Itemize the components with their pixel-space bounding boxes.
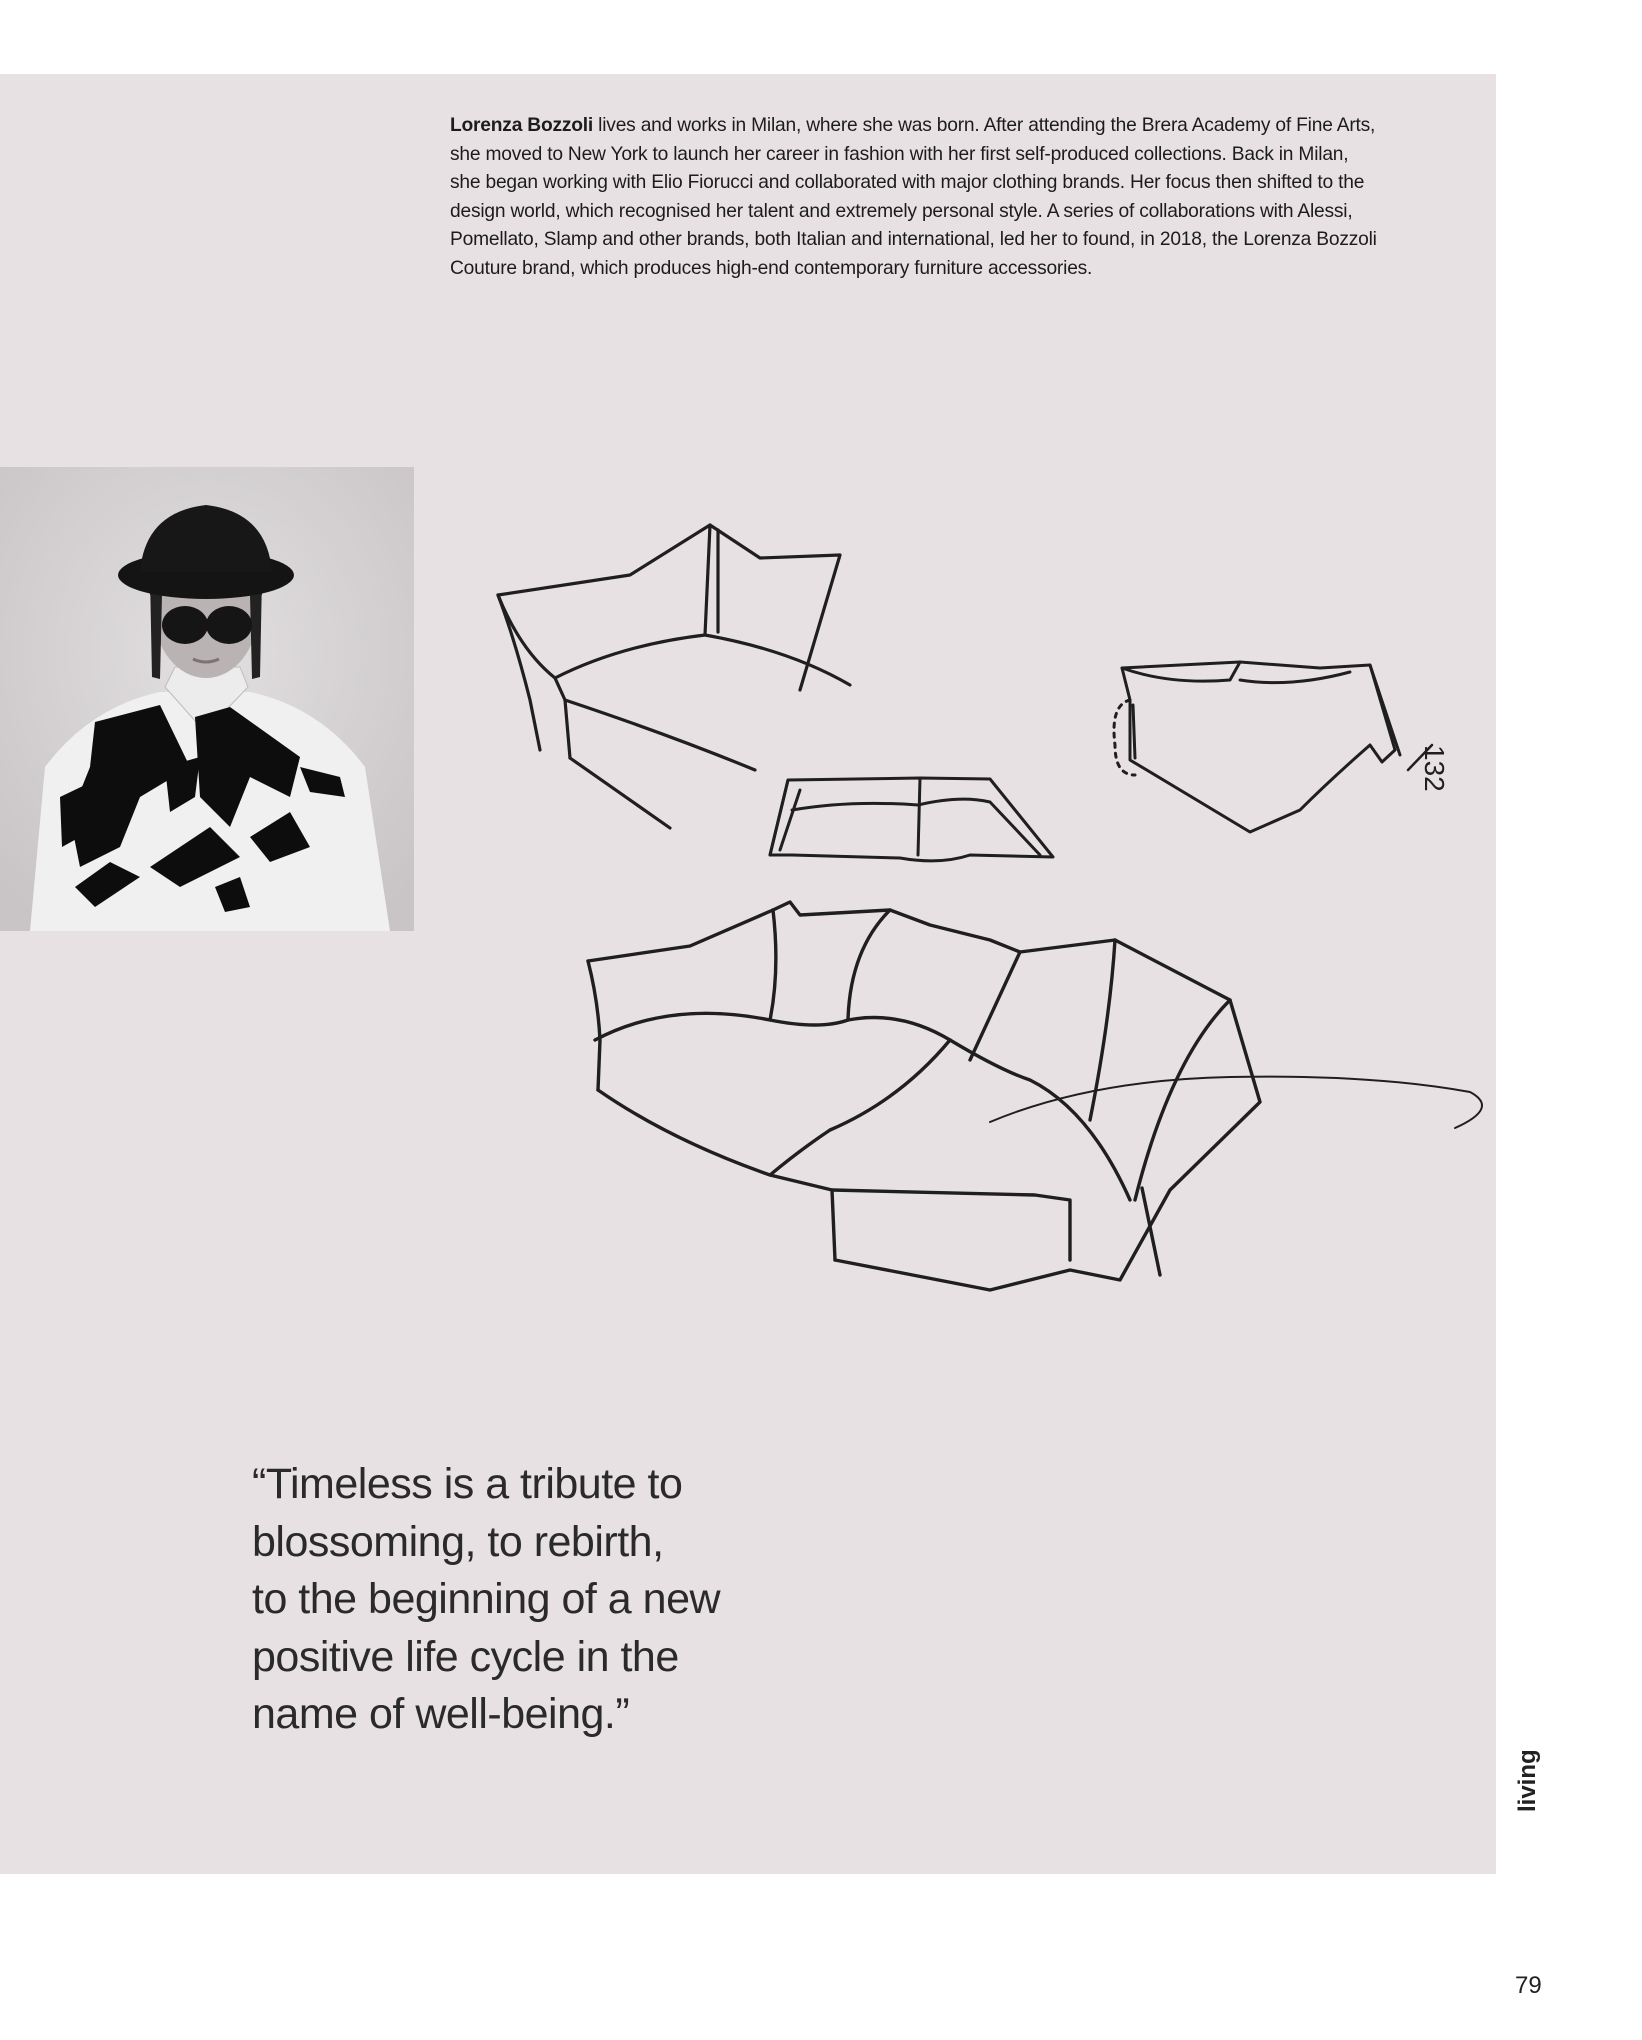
- bio-text: lives and works in Milan, where she was born. After attending the Brera Academy of Fine Arts, she moved to New York to launch her career in fashion with her first self-produced collections. Back in Milan, she began working with Elio Fiorucci and collaborated with major clothing brands. Her focus then shifted to the design world, which recognised her talent and extremely personal style. A series of collaborations with Alessi, Pomellato, Slamp and other brands, both Italian and international, led her to found, in 2018, the Lorenza Bozzoli Couture brand, which produces high-end contemporary furniture accessories.: [450, 115, 1377, 279]
- quote-line-2: blossoming, to rebirth,: [252, 1517, 664, 1566]
- pull-quote: [252, 1456, 852, 1744]
- sketch-large-sofa: [588, 902, 1260, 1290]
- sketch-chaise: [498, 525, 850, 828]
- section-label: living: [1514, 1749, 1541, 1812]
- sketch-pouf: [770, 778, 1053, 861]
- bio-name: Lorenza Bozzoli: [450, 115, 594, 136]
- sofa-sketch: [470, 500, 1490, 1300]
- quote-line-3: to the beginning of a new: [252, 1575, 721, 1623]
- quote-line-5: name of well-being.”: [252, 1690, 630, 1738]
- bio-paragraph: [450, 112, 1382, 283]
- page-number: 79: [1515, 1972, 1542, 1999]
- portrait-photo: [0, 467, 414, 931]
- quote-line-1: “Timeless is a tribute to: [252, 1460, 683, 1508]
- sketch-annotation: 132: [1419, 745, 1450, 792]
- quote-line-4: positive life cycle in the: [252, 1632, 679, 1681]
- sketch-corner-unit: [1114, 662, 1400, 832]
